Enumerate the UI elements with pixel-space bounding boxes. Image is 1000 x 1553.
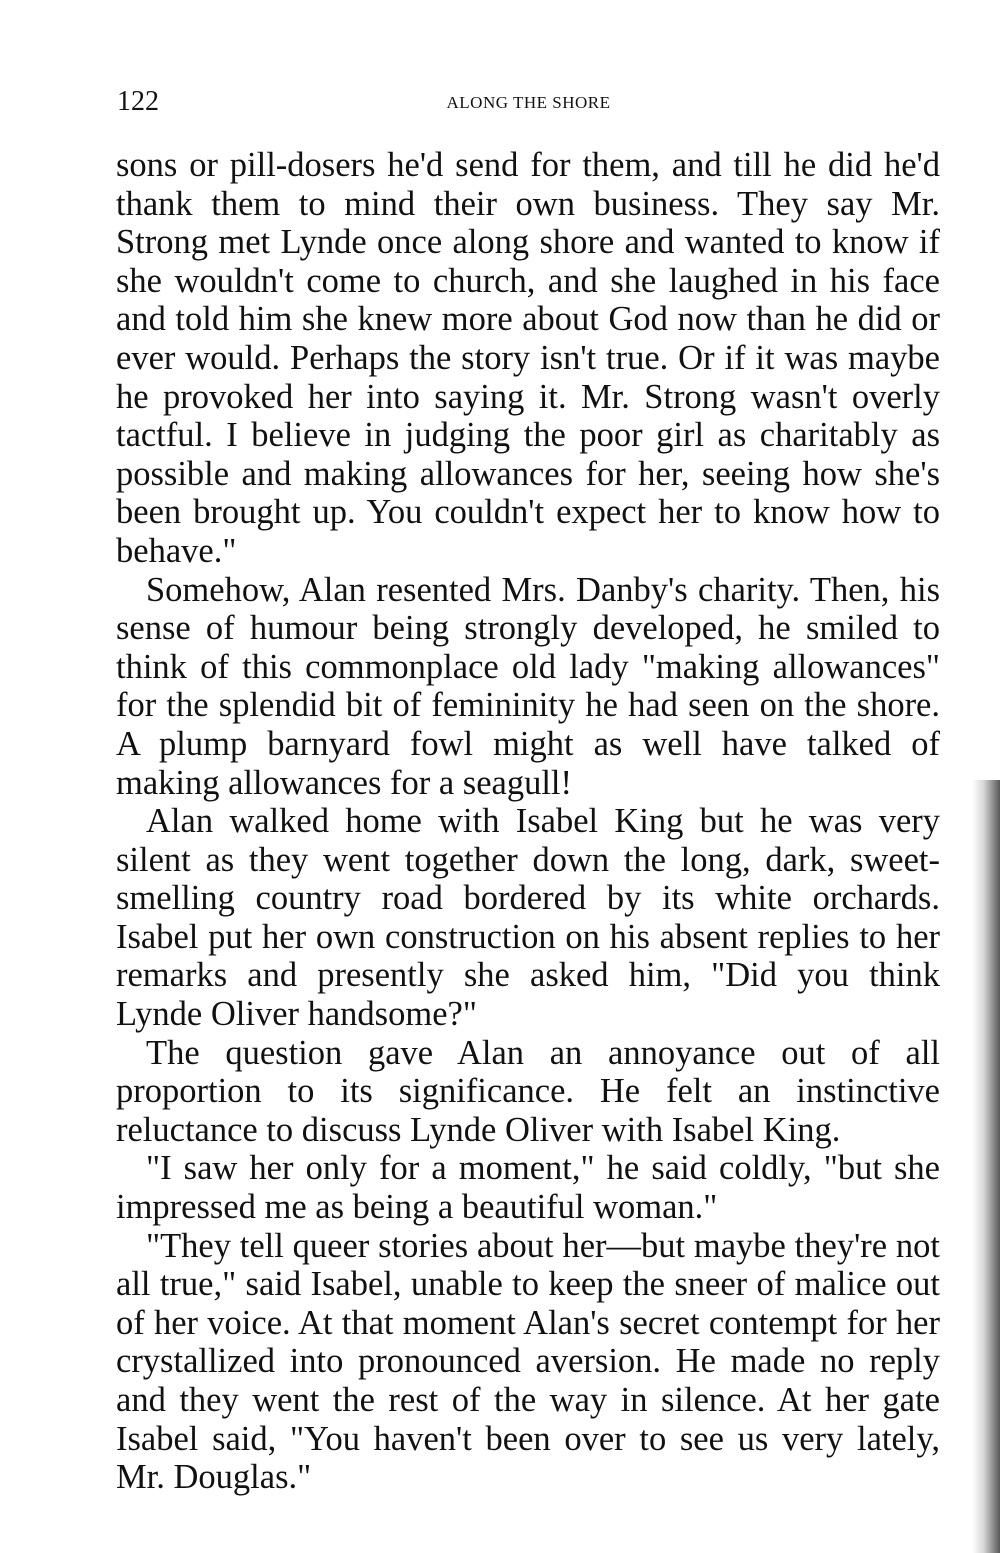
paragraph: "They tell queer stories about her—but maybe they're not all true," said Isabel, unable to keep the sneer of malice out of her voice. At that moment Alan's secret contempt for her crystallized into pronounced aversion. He made no reply and they went the rest of the way in silence. At her gate Isabel said, "You haven't been over to see us very lately, Mr. Douglas." xyxy=(116,1226,940,1497)
paragraph: Alan walked home with Isabel King but he was very silent as they went together down the long, dark, sweet-smelling country road bordered by its white orchards. Isabel put her own construction on his absent replies to her remarks and presently she asked him, "Did you think Lynde Oliver handsome?" xyxy=(116,802,940,1034)
paragraph: "I saw her only for a moment," he said coldly, "but she impressed me as being a beautiful woman." xyxy=(116,1149,940,1227)
page-number: 122 xyxy=(117,86,159,117)
body-text xyxy=(116,146,940,1497)
paragraph: The question gave Alan an annoyance out of all proportion to its significance. He felt an instinctive reluctance to discuss Lynde Oliver with Isabel King. xyxy=(116,1033,940,1149)
running-head: ALONG THE SHORE xyxy=(446,93,611,112)
paragraph-continuation: sons or pill-dosers he'd send for them, and till he did he'd thank them to mind their own business. They say Mr. Strong met Lynde once along shore and wanted to know if she wouldn't come to church, and she laughed in his face and told him she knew more about God now than he did or ever would. Perhaps the story isn't true. Or if it was maybe he provoked her into saying it. Mr. Strong wasn't overly tactful. I believe in judging the poor girl as charitably as possible and making allowances for her, seeing how she's been brought up. You couldn't expect her to know how to behave." xyxy=(116,146,940,570)
page-header xyxy=(117,84,940,120)
page-edge-shadow xyxy=(972,780,1000,1553)
paragraph: Somehow, Alan resented Mrs. Danby's charity. Then, his sense of humour being strongly developed, he smiled to think of this commonplace old lady "making allowances" for the splendid bit of femininity he had seen on the shore. A plump barnyard fowl might as well have talked of making allowances for a seagull! xyxy=(116,570,940,802)
